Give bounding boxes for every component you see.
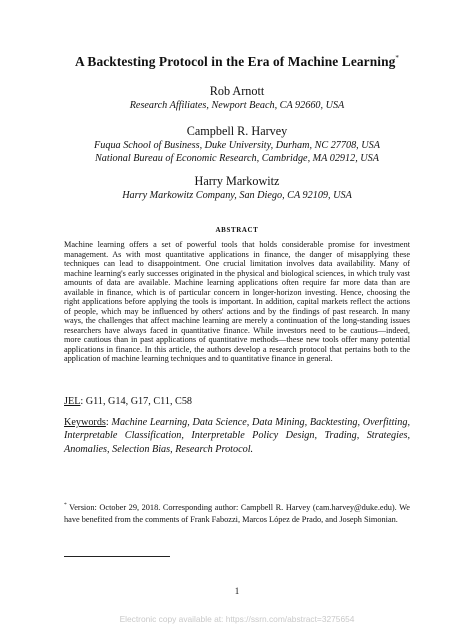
footnote — [64, 500, 410, 525]
author-affiliation: Research Affiliates, Newport Beach, CA 92660, USA — [129, 100, 345, 111]
footnote-mark: * — [64, 502, 67, 508]
jel-codes — [64, 396, 192, 407]
author-affiliation: Fuqua School of Business, Duke University, Durham, NC 27708, USA — [94, 140, 380, 151]
title-footnote-mark: * — [395, 54, 400, 62]
page-number: 1 — [234, 586, 240, 596]
abstract-heading: ABSTRACT — [215, 226, 259, 234]
footnote-text: Version: October 29, 2018. Corresponding author: Campbell R. Harvey (cam.harvey@duke.edu). We have benefited from the comments of Frank Fabozzi, Marcos López de Prado, and Joseph Simonian. — [64, 503, 410, 524]
author-affiliation: National Bureau of Economic Research, Cambridge, MA 02912, USA — [95, 153, 379, 164]
paper-title-text: A Backtesting Protocol in the Era of Machine Learning — [74, 54, 396, 69]
abstract-body: Machine learning offers a set of powerful tools that holds considerable promise for investment management. As with most quantitative applications in finance, the danger of misapplying these techniques can lead to disappointment. One crucial limitation involves data availability. Many of machine learning's early successes originated in the physical and biological sciences, in which truly vast amounts of data are available. Machine learning applications often require far more data than are available in finance, which is of particular concern in longer-horizon investing. Hence, choosing the right applications before applying the tools is important. In addition, capital markets reflect the actions of people, which may be influenced by others' actions and by the findings of past research. In many ways, the challenges that affect machine learning are merely a continuation of the long-standing issues researchers have always faced in quantitative finance. While investors need to be cautious—indeed, more cautious than in past applications of quantitative methods—these new tools offer many potential applications in finance. In this article, the authors develop a research protocol that pertains both to the application of machine learning techniques and to quantitative finance in general. — [64, 240, 410, 363]
keywords: Keywords: Machine Learning, Data Science, Data Mining, Backtesting, Overfitting, Interpretable Classification, Interpretable Policy Design, Trading, Strategies, Anomalies, Selection Bias, Research Protocol. — [64, 417, 410, 455]
jel-code-list: : G11, G14, G17, C11, C58 — [80, 396, 193, 407]
author-affiliation: Harry Markowitz Company, San Diego, CA 92109, USA — [122, 190, 352, 201]
footnote-rule — [64, 556, 170, 557]
jel-label: JEL — [64, 396, 81, 407]
author-name: Rob Arnott — [209, 84, 265, 98]
keywords-label: Keywords — [64, 417, 106, 428]
ssrn-banner: Electronic copy available at: https://ssrn.com/abstract=3275654 — [119, 614, 355, 624]
keywords-list: Machine Learning, Data Science, Data Mining, Backtesting, Overfitting, Interpretable Classification, Interpretable Policy Design, Trading, Strategies, Anomalies, Selection Bias, Research Protocol. — [64, 417, 410, 455]
paper-title — [0, 54, 474, 70]
author-name: Harry Markowitz — [194, 174, 280, 188]
author-name: Campbell R. Harvey — [186, 124, 288, 138]
